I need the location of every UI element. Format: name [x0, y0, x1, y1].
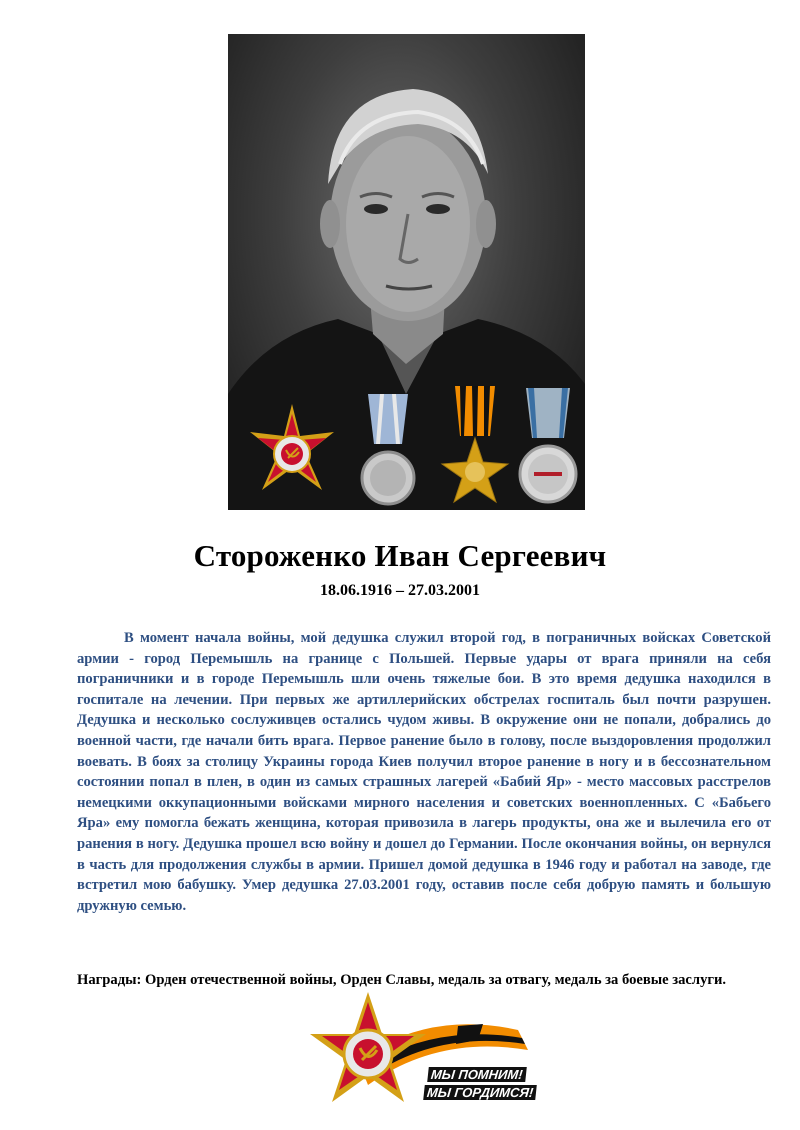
biography-text: В момент начала войны, мой дедушка служил второй год, в пограничных войсках Советской армии - город Перемышль на границе с Польшей. Первые удары от врага приняли на себя пограничники и в городе Перемышль шли очень тяжелые бои. В это время дедушка находился в госпитале на лечении. При первых же артиллерийских обстрелах госпиталь был почти разрушен. Дедушка и несколько сослуживцев остались чудом живы. В окружение они не попали, добрались до военной части, где начали бить врага. Первое ранение было в голову, после выздоровления продолжил воевать. В боях за столицу Украины города Киев получил второе ранение в ногу и в бессознательном состоянии попал в плен, в один из самых страшных лагерей «Бабий Яр» - место массовых расстрелов немецкими оккупационными войсками мирного населения и советских военнопленных. С «Бабьего Яра» ему помогла бежать женщина, которая привозила в лагерь продукты, она же и вылечила его от ранения в ногу. Дедушка прошел всю войну и дошел до Германии. После окончания войны, он вернулся в часть для продолжения службы в армии. Пришел домой дедушка в 1946 году и работал на заводе, где встретил мою бабушку. Умер дедушка 27.03.2001 году, оставив после себя добрую память и большую дружную семью. — [77, 630, 771, 914]
order-star-ribbon-icon — [298, 990, 538, 1122]
emblem-line-2: МЫ ГОРДИМСЯ! — [423, 1085, 537, 1100]
portrait-photo — [228, 34, 585, 510]
medal-for-courage-icon — [518, 388, 578, 508]
order-patriotic-war-icon — [242, 402, 342, 502]
emblem-line-1: МЫ ПОМНИМ! — [427, 1067, 526, 1082]
memorial-emblem — [298, 990, 538, 1122]
awards-text: Награды: Орден отечественной войны, Орден Славы, медаль за отвагу, медаль за боевые заслуги. — [77, 972, 727, 988]
person-name: Стороженко Иван Сергеевич — [193, 538, 607, 573]
order-of-glory-icon — [440, 386, 510, 506]
life-dates: 18.06.1916 – 27.03.2001 — [320, 582, 480, 599]
medal-combat-merit-icon — [358, 394, 418, 510]
